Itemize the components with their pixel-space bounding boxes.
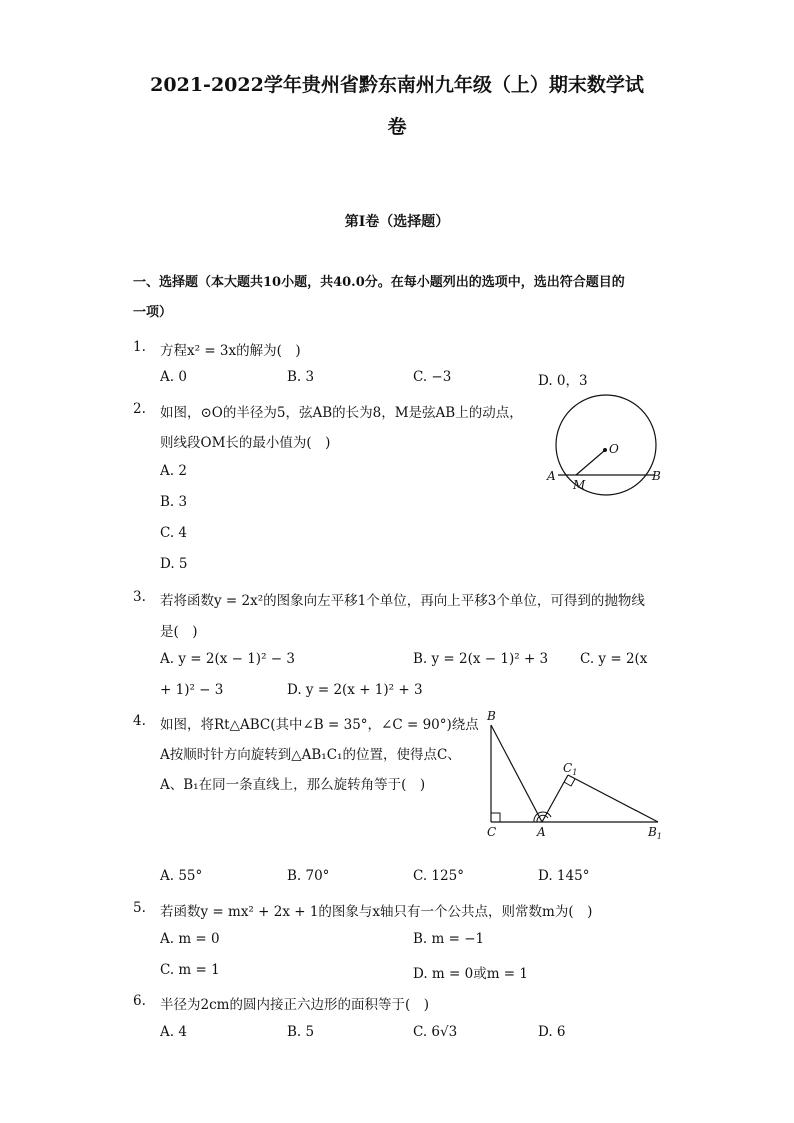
question-number: 4. bbox=[133, 713, 146, 729]
option-a: A. m = 0 bbox=[160, 931, 220, 947]
label-o: O bbox=[609, 442, 619, 456]
center-point bbox=[603, 448, 607, 452]
option-c: C. m = 1 bbox=[160, 962, 220, 978]
label-b: B bbox=[652, 469, 661, 483]
question-number: 3. bbox=[133, 589, 146, 605]
circle-figure bbox=[540, 395, 670, 495]
option-d: D. m = 0或m = 1 bbox=[413, 966, 528, 982]
option-c-continued: + 1)² − 3 bbox=[160, 682, 224, 698]
question-stem: 半径为2cm的圆内接正六边形的面积等于( ) bbox=[160, 997, 429, 1013]
volume-heading: 第I卷（选择题） bbox=[344, 214, 450, 230]
option-c: C. y = 2(x bbox=[580, 651, 648, 667]
option-c: C. 125° bbox=[413, 868, 464, 884]
question-number: 6. bbox=[133, 993, 146, 1009]
label-a: A bbox=[537, 825, 546, 839]
question-number: 5. bbox=[133, 900, 146, 916]
question-stem-line2: A按顺时针方向旋转到△AB₁C₁的位置，使得点C、 bbox=[160, 747, 461, 763]
label-m: M bbox=[573, 478, 586, 492]
option-b: B. 5 bbox=[287, 1024, 315, 1040]
question-stem: 方程x² = 3x的解为( ) bbox=[160, 343, 301, 359]
circle-o bbox=[556, 395, 656, 495]
question-number: 2. bbox=[133, 401, 146, 417]
section-heading-line1: 一、选择题（本大题共10小题，共40.0分。在每小题列出的选项中，选出符合题目的 bbox=[133, 275, 625, 290]
option-a: A. 2 bbox=[160, 463, 187, 479]
option-d: D. 145° bbox=[538, 868, 590, 884]
option-c: C. 6√3 bbox=[413, 1024, 458, 1040]
exam-title-line1: 2021-2022学年贵州省黔东南州九年级（上）期末数学试 bbox=[150, 74, 644, 96]
option-a: A. 55° bbox=[160, 868, 203, 884]
option-d: D. 5 bbox=[160, 556, 188, 572]
label-a: A bbox=[547, 469, 556, 483]
segment-ba bbox=[491, 725, 542, 822]
question-stem-line1: 如图，⊙O的半径为5，弦AB的长为8，M是弦AB上的动点， bbox=[160, 405, 523, 421]
question-number: 1. bbox=[133, 339, 146, 355]
segment-c1b1 bbox=[568, 775, 658, 822]
section-heading-line2: 一项） bbox=[133, 305, 173, 320]
question-stem-line1: 如图，将Rt△ABC(其中∠B = 35°，∠C = 90°)绕点 bbox=[160, 717, 479, 733]
question-stem-line1: 若将函数y = 2x²的图象向左平移1个单位，再向上平移3个单位，可得到的抛物线 bbox=[160, 593, 645, 609]
option-b: B. 3 bbox=[287, 369, 315, 385]
question-stem-line2: 则线段OM长的最小值为( ) bbox=[160, 435, 331, 451]
option-a: A. 0 bbox=[160, 369, 187, 385]
option-c: C. 4 bbox=[160, 525, 188, 541]
question-stem: 若函数y = mx² + 2x + 1的图象与x轴只有一个公共点，则常数m为( ) bbox=[160, 904, 593, 920]
triangle-figure bbox=[480, 705, 670, 845]
question-stem-line2: 是( ) bbox=[160, 624, 198, 640]
exam-title-line2: 卷 bbox=[387, 116, 407, 138]
option-b: B. m = −1 bbox=[413, 931, 485, 947]
question-stem-line3: A、B₁在同一条直线上，那么旋转角等于( ) bbox=[160, 777, 426, 793]
option-d: D. 6 bbox=[538, 1024, 566, 1040]
label-c: C bbox=[487, 825, 497, 839]
option-b: B. 70° bbox=[287, 868, 330, 884]
label-c1: $C_1$ bbox=[563, 761, 578, 777]
option-c: C. −3 bbox=[413, 369, 452, 385]
option-d: D. 0，3 bbox=[538, 373, 588, 389]
right-angle-mark-c bbox=[491, 813, 500, 822]
option-a: A. y = 2(x − 1)² − 3 bbox=[160, 651, 295, 667]
option-b: B. y = 2(x − 1)² + 3 bbox=[413, 651, 549, 667]
option-d: D. y = 2(x + 1)² + 3 bbox=[287, 682, 423, 698]
segment-om bbox=[576, 451, 604, 475]
label-b1: $B_1$ bbox=[648, 825, 662, 841]
label-b: B bbox=[487, 709, 496, 723]
option-b: B. 3 bbox=[160, 494, 188, 510]
option-a: A. 4 bbox=[160, 1024, 187, 1040]
